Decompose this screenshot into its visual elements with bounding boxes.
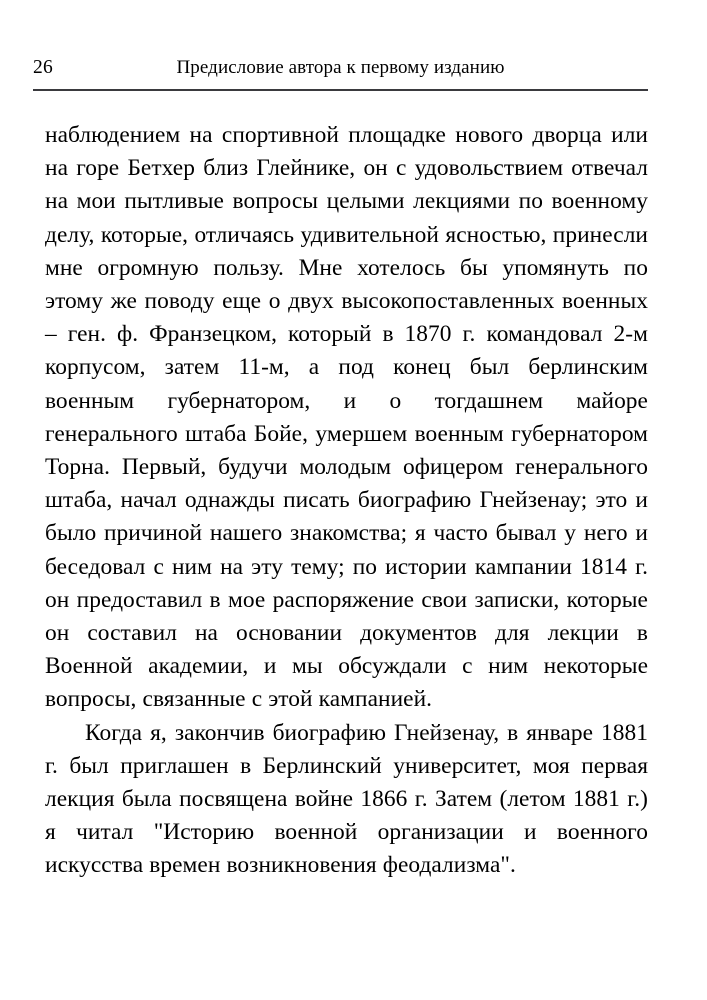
header-divider-rule	[33, 89, 648, 91]
page-number: 26	[33, 57, 53, 78]
running-head	[33, 55, 648, 85]
paragraph-continued: наблюдением на спортивной площадке нового дворца или на горе Бетхер близ Глейнике, он с удовольствием отвечал на мои пытливые вопросы целыми лекциями по военному делу, которые, отличаясь удивительной ясностью, принесли мне огромную пользу. Мне хотелось бы упомянуть по этому же поводу еще о двух высокопоставленных военных – ген. ф. Франзецком, который в 1870 г. командовал 2-м корпусом, затем 11-м, а под конец был берлинским военным губернатором, и о тогдашнем майоре генерального штаба Бойе, умершем военным губернатором Торна. Первый, будучи молодым офицером генерального штаба, начал однажды писать биографию Гнейзенау; это и было причиной нашего знакомства; я часто бывал у него и беседовал с ним на эту тему; по истории кампании 1814 г. он предоставил в мое распоряжение свои записки, которые он составил на основании документов для лекции в Военной академии, и мы обсуждали с ним некоторые вопросы, связанные с этой кампанией.	[45, 122, 648, 713]
running-head-title: Предисловие автора к первому изданию	[176, 57, 505, 78]
paragraph-new: Когда я, закончив биографию Гнейзенау, в январе 1881 г. был приглашен в Берлинский университет, моя первая лекция была посвящена войне 1866 г. Затем (летом 1881 г.) я читал "Историю военной организации и военного искусства времен возникновения феодализма".	[45, 719, 648, 879]
body-text-block	[45, 119, 648, 883]
